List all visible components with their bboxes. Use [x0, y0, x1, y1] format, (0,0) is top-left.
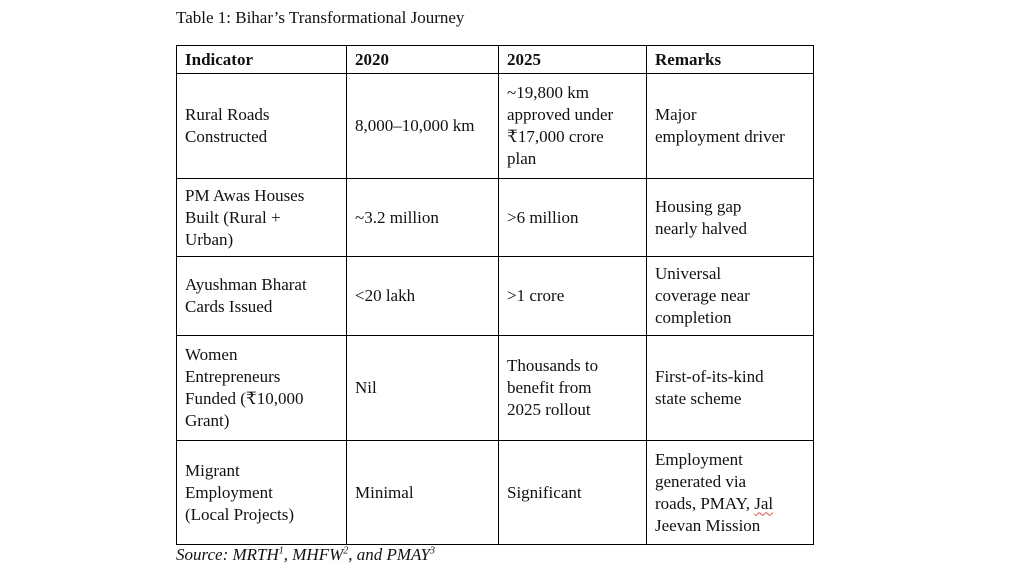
cell-text: Minimal	[355, 482, 414, 502]
cell-2020	[347, 441, 499, 545]
cell-remarks	[647, 257, 814, 336]
source-text: , MHFW	[283, 545, 344, 564]
source-text: Source: MRTH	[176, 545, 279, 564]
cell-indicator	[177, 441, 347, 545]
table-row	[177, 257, 814, 336]
cell-indicator	[177, 336, 347, 441]
cell-2020	[347, 336, 499, 441]
cell-2025	[499, 257, 647, 336]
cell-2020	[347, 179, 499, 257]
cell-2020	[347, 74, 499, 179]
cell-remarks	[647, 179, 814, 257]
cell-text: Ayushman Bharat Cards Issued	[185, 275, 307, 316]
cell-remarks	[647, 441, 814, 545]
cell-2025	[499, 179, 647, 257]
cell-indicator	[177, 257, 347, 336]
footnote-ref[interactable]: 2	[343, 545, 349, 557]
table-caption: Table 1: Bihar’s Transformational Journey	[176, 8, 465, 27]
cell-text: Major employment driver	[655, 105, 785, 146]
cell-text: First-of-its-kind state scheme	[655, 367, 764, 408]
header-2025: 2025	[499, 46, 647, 74]
cell-text: 8,000–10,000 km	[355, 116, 475, 135]
cell-text: Women Entrepreneurs Funded (₹10,000 Grant)	[185, 345, 304, 430]
cell-remarks	[647, 336, 814, 441]
footnote-ref[interactable]: 1	[278, 545, 284, 557]
data-table	[176, 45, 814, 545]
footnote-ref[interactable]: 3	[429, 545, 435, 557]
cell-text	[655, 449, 806, 537]
cell-text: Rural Roads Constructed	[185, 105, 270, 146]
header-remarks: Remarks	[647, 46, 814, 74]
cell-2020	[347, 257, 499, 336]
cell-text: Migrant Employment (Local Projects)	[185, 460, 295, 524]
spellcheck-marked-word[interactable]: Jal	[754, 493, 774, 513]
cell-text: Significant	[507, 482, 582, 502]
cell-text: >1 crore	[507, 286, 565, 305]
source-note	[176, 544, 435, 566]
cell-text: Housing gap nearly halved	[655, 196, 748, 238]
cell-text: ~19,800 km approved under ₹17,000 crore plan	[507, 83, 614, 168]
cell-indicator	[177, 74, 347, 179]
cell-text: Nil	[355, 378, 377, 397]
header-2020: 2020	[347, 46, 499, 74]
table-row	[177, 179, 814, 257]
remarks-text-suffix: Jeevan Mission	[655, 515, 761, 535]
cell-2025	[499, 336, 647, 441]
cell-text: Universal coverage near completion	[655, 264, 750, 327]
cell-text: Thousands to benefit from 2025 rollout	[507, 356, 599, 419]
cell-2025	[499, 74, 647, 179]
header-indicator: Indicator	[177, 46, 347, 74]
source-text: , and PMAY	[348, 545, 430, 564]
table-header-row	[177, 46, 814, 74]
table-row	[177, 441, 814, 545]
table-row	[177, 336, 814, 441]
cell-text: <20 lakh	[355, 286, 416, 305]
remarks-text-prefix: Employment generated via roads, PMAY,	[655, 449, 750, 513]
cell-text: PM Awas Houses Built (Rural + Urban)	[185, 185, 305, 249]
cell-2025	[499, 441, 647, 545]
cell-text: >6 million	[507, 207, 579, 227]
cell-text: ~3.2 million	[355, 207, 439, 227]
cell-indicator	[177, 179, 347, 257]
cell-remarks	[647, 74, 814, 179]
table-row	[177, 74, 814, 179]
